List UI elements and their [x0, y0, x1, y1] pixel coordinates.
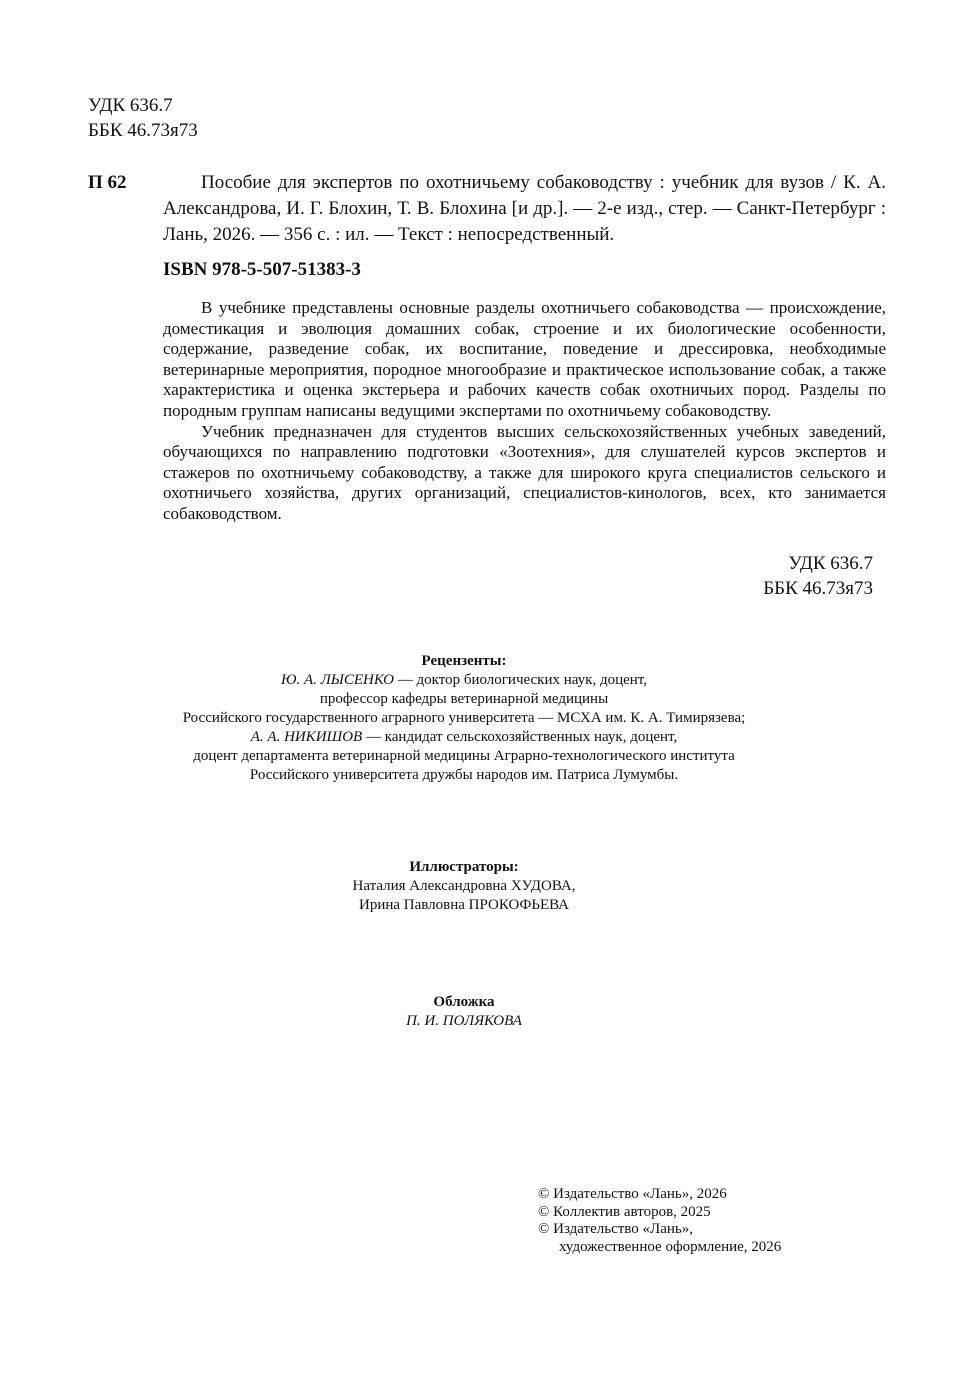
reviewer-line — [0, 728, 952, 747]
classification-right — [700, 551, 873, 601]
reviewers-heading: Рецензенты: — [421, 653, 507, 669]
cover-heading: Обложка — [433, 994, 495, 1010]
annotation-paragraph: В учебнике представлены основные разделы охотничьего собаководства — происхождение, доместикация и эволюция домашних собак, строение и их биологические особенности, содержание, разведение собак, их воспитание, поведение и дрессировка, необходимые ветеринарные мероприятия, породное многообразие и практическое использование собак, а также характеристика и оценка экстерьера и рабочих качеств собак охотничьих пород. Разделы по породным группам написаны ведущими экспертами по охотничьему собаководству. — [163, 298, 886, 420]
reviewer-line: Российского университета дружбы народов им. Патриса Лумумбы. — [249, 767, 679, 783]
illustrators-heading: Иллюстраторы: — [409, 859, 519, 875]
copyright-line: художественное оформление, 2026 — [559, 1238, 782, 1255]
copyright-line: © Коллектив авторов, 2025 — [538, 1203, 711, 1220]
illustrator-name: Ирина Павловна ПРОКОФЬЕВА — [358, 897, 570, 913]
reviewer-name: Ю. А. ЛЫСЕНКО — [281, 672, 394, 688]
reviewer-title: — кандидат сельскохозяйственных наук, доцент, — [362, 729, 678, 745]
annotation — [163, 298, 886, 525]
copyright-line: © Издательство «Лань», — [538, 1221, 693, 1237]
bbk-code: ББК 46.73я73 — [763, 578, 873, 599]
isbn: ISBN 978-5-507-51383-3 — [163, 259, 361, 280]
cover-designer-name: П. И. ПОЛЯКОВА — [406, 1013, 522, 1029]
reviewer-line: Российского государственного аграрного университета — МСХА им. К. А. Тимирязева; — [182, 710, 746, 726]
reviewer-name: А. А. НИКИШОВ — [250, 729, 363, 745]
udk-code: УДК 636.7 — [788, 553, 873, 574]
reviewers-section — [0, 652, 952, 785]
copyright-block — [538, 1186, 781, 1256]
bbk-code: ББК 46.73я73 — [88, 120, 198, 141]
cover-designer — [0, 1012, 952, 1031]
annotation-paragraph: Учебник предназначен для студентов высших сельскохозяйственных учебных заведений, обучающихся по направлению подготовки «Зоотехния», для слушателей курсов экспертов и стажеров по охотничьему собаководству, а также для широкого круга специалистов сельского и охотничьего хозяйства, других организаций, специалистов-кинологов, всех, кто занимается собаководством. — [163, 421, 886, 523]
copyright-line: © Издательство «Лань», 2026 — [538, 1186, 727, 1202]
cover-section — [0, 993, 952, 1031]
reviewer-title: — доктор биологических наук, доцент, — [393, 672, 647, 688]
reviewer-line: доцент департамента ветеринарной медицины Аграрно-технологического института — [193, 748, 735, 764]
bibliographic-entry: Пособие для экспертов по охотничьему собаководству : учебник для вузов / К. А. Александрова, И. Г. Блохин, Т. В. Блохина [и др.]. — 2-е изд., стер. — Санкт-Петербург : Лань, 2026. — 356 с. : ил. — Текст : непосредственный. — [163, 172, 886, 245]
reviewer-line: профессор кафедры ветеринарной медицины — [319, 691, 609, 707]
classification-top — [88, 93, 198, 143]
udk-code: УДК 636.7 — [88, 95, 173, 116]
illustrator-name: Наталия Александровна ХУДОВА, — [352, 878, 576, 894]
illustrators-section — [0, 858, 952, 915]
author-code: П 62 — [88, 172, 127, 193]
reviewer-line — [0, 671, 952, 690]
